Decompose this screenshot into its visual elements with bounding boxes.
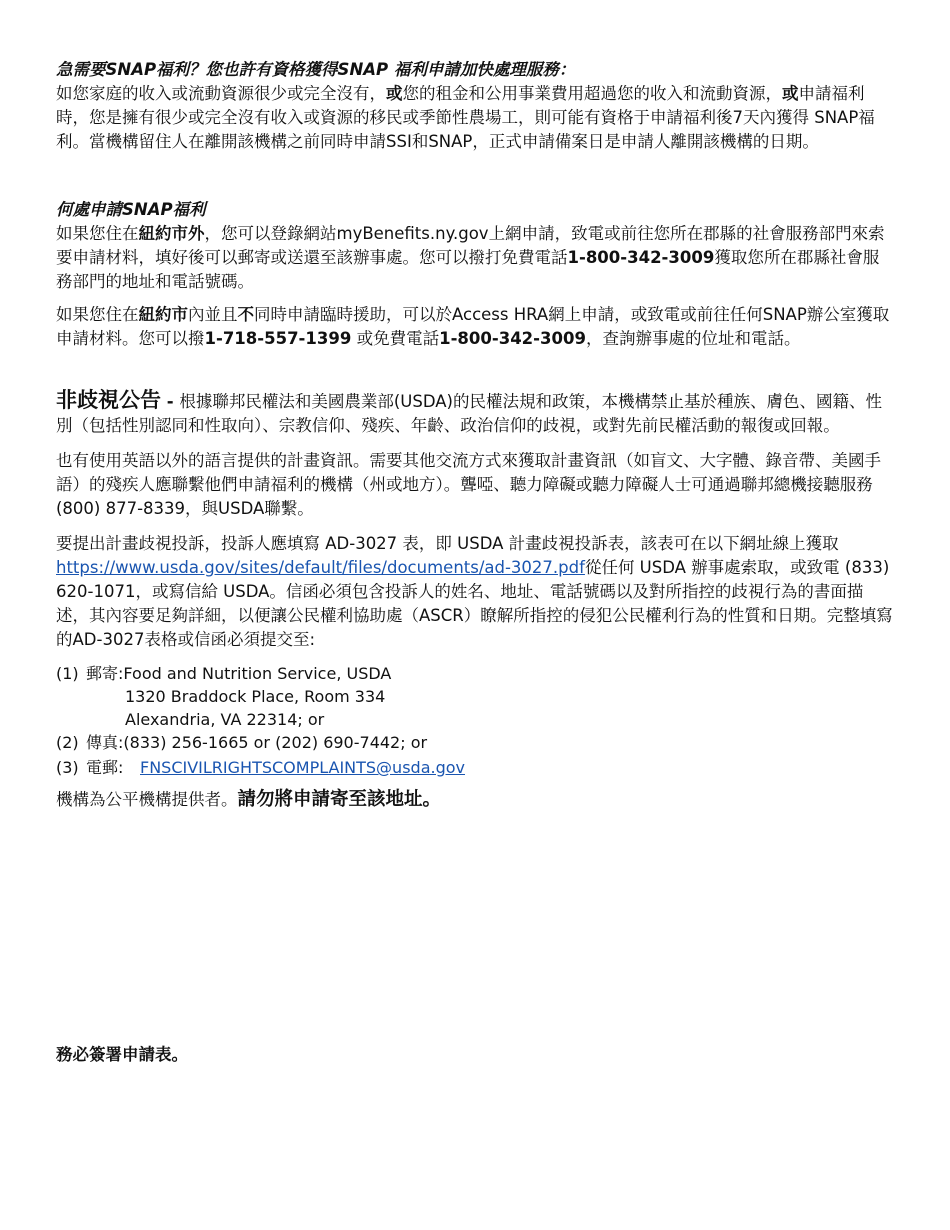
where-p2-nyc-inside: 紐約市 bbox=[138, 305, 188, 324]
where-section bbox=[56, 198, 894, 351]
expedited-text-a: 如您家庭的收入或流動資源很少或完全沒有， bbox=[56, 84, 386, 103]
submission-methods bbox=[56, 662, 894, 779]
method-number: (2) bbox=[56, 733, 79, 752]
where-p1-nyc-outside: 紐約市外 bbox=[138, 224, 205, 243]
mail-address-line-2: 1320 Braddock Place, Room 334 bbox=[125, 687, 386, 706]
method-number: (1) bbox=[56, 664, 79, 683]
where-p1-text-a: 如果您住在 bbox=[56, 224, 139, 243]
expedited-or-1: 或 bbox=[386, 84, 403, 103]
expedited-heading: 急需要SNAP福利？您也許有資格獲得SNAP 福利申請加快處理服務： bbox=[56, 60, 576, 79]
nondiscrimination-intro bbox=[56, 388, 894, 438]
complaint-text-a: 要提出計畫歧視投訴，投訴人應填寫 AD-3027 表，即 USDA 計畫歧視投訴表，該表可在以下網址線上獲取 bbox=[56, 534, 839, 553]
ad-3027-form-link[interactable]: https://www.usda.gov/sites/default/files/documents/ad-3027.pdf bbox=[56, 558, 585, 577]
equal-opportunity-text: 機構為公平機構提供者。 bbox=[56, 790, 238, 809]
where-p2-not: 不 bbox=[237, 305, 254, 324]
method-email bbox=[56, 756, 894, 779]
expedited-text-c: 申請福利時，您是擁有很少或完全沒有收入或資源的移民或季節性農場工，則可能有資格于申請福利後7天內獲得 SNAP福利。當機構留住人在離開該機構之前同時申請SSI和SNAP，正式申請備案日是申請人離開該機構的日期。 bbox=[56, 84, 875, 151]
where-heading: 何處申請SNAP福利 bbox=[56, 200, 206, 219]
nondiscrimination-section bbox=[56, 388, 894, 830]
where-p2-phone-1: 1-718-557-1399 bbox=[204, 329, 352, 348]
where-p2-phone-2: 1-800-342-3009 bbox=[439, 329, 586, 348]
fax-numbers: (833) 256-1665 or (202) 690-7442; or bbox=[123, 733, 428, 752]
do-not-mail-warning: 請勿將申請寄至該地址。 bbox=[237, 789, 442, 810]
where-p2-text-d: 或免費電話 bbox=[351, 329, 440, 348]
sign-notice: 務必簽署申請表。 bbox=[56, 1044, 188, 1064]
provider-statement bbox=[56, 787, 894, 813]
where-paragraph-outside-nyc bbox=[56, 222, 894, 294]
where-p1-text-b: ，您可以登錄網站myBenefits.ny.gov上網申請，致電或前往您所在郡縣的社會服務部門來索要申請材料，填好後可以郵寄或送還至該辦事處。您可以撥打免費電話 bbox=[56, 224, 885, 267]
expedited-section bbox=[56, 58, 894, 154]
where-p2-text-b: 內並且 bbox=[188, 305, 238, 324]
where-p1-phone: 1-800-342-3009 bbox=[567, 248, 715, 267]
method-number: (3) bbox=[56, 758, 79, 777]
nondiscrimination-dash: - bbox=[161, 392, 180, 411]
mail-address-line-3: Alexandria, VA 22314; or bbox=[125, 710, 325, 729]
complaint-text-b: 從任何 USDA 辦事處索取，或致電 (833) 620-1071，或寫信給 USDA。信函必須包含投訴人的姓名、地址、電話號碼以及對所指控的歧視行為的書面描述，其內容要足夠詳細，以便讓公民權利協助處（ASCR）瞭解所指控的侵犯公民權利行為的性質和日期。完整填寫的AD-3027表格或信函必須提交至: bbox=[56, 558, 893, 649]
where-paragraph-inside-nyc bbox=[56, 303, 894, 351]
nondiscrimination-title: 非歧視公告 bbox=[56, 388, 161, 412]
method-label: 傳真: bbox=[86, 733, 124, 752]
sign-notice-block bbox=[56, 1024, 894, 1081]
nondiscrimination-intro-text: 根據聯邦民權法和美國農業部(USDA)的民權法規和政策，本機構禁止基於種族、膚色、國籍、性別（包括性別認同和性取向）、宗教信仰、殘疾、年齡、政治信仰的歧視，或對先前民權活動的報復或回報。 bbox=[56, 392, 882, 435]
expedited-paragraph bbox=[56, 82, 894, 154]
complaint-paragraph bbox=[56, 532, 894, 652]
where-p1-text-c: 獲取您所在郡縣社會服務部門的地址和電話號碼。 bbox=[56, 248, 880, 291]
where-p2-text-a: 如果您住在 bbox=[56, 305, 139, 324]
where-p2-text-e: ，查詢辦事處的位址和電話。 bbox=[585, 329, 801, 348]
method-label: 電郵: bbox=[86, 758, 124, 777]
expedited-or-2: 或 bbox=[782, 84, 799, 103]
complaints-email-link[interactable]: FNSCIVILRIGHTSCOMPLAINTS@usda.gov bbox=[140, 758, 465, 777]
method-label: 郵寄: bbox=[86, 664, 124, 683]
mail-address-line-1: Food and Nutrition Service, USDA bbox=[123, 664, 392, 683]
languages-paragraph: 也有使用英語以外的語言提供的計畫資訊。需要其他交流方式來獲取計畫資訊（如盲文、大字體、錄音帶、美國手語）的殘疾人應聯繫他們申請福利的機構（州或地方）。聾啞、聽力障礙或聽力障礙人士可通過聯邦總機接聽服務(800) 877-8339，與USDA聯繫。 bbox=[56, 451, 881, 518]
expedited-text-b: 您的租金和公用事業費用超過您的收入和流動資源， bbox=[402, 84, 782, 103]
method-mail bbox=[56, 662, 894, 685]
where-p2-text-c: 同時申請臨時援助，可以於Access HRA網上申請，或致電或前往任何SNAP辦公室獲取申請材料。您可以撥 bbox=[56, 305, 890, 348]
method-fax bbox=[56, 731, 894, 754]
